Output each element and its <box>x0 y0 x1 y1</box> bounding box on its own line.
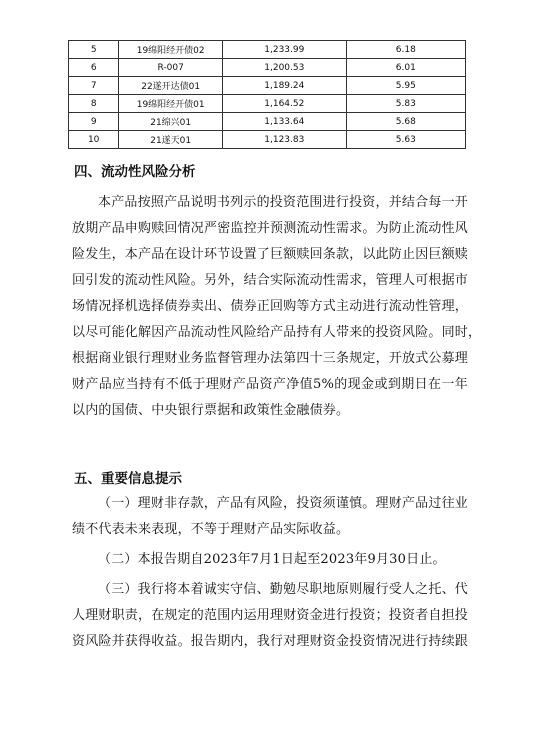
market-value-cell: 1,133.64 <box>222 113 346 131</box>
security-name-cell: R-007 <box>119 59 223 77</box>
section-heading-important-info: 五、重要信息提示 <box>74 471 182 487</box>
security-name-cell: 19绵阳经开债01 <box>119 95 223 113</box>
paragraph-line: 放期产品申购赎回情况严密监控并预测流动性需求。为防止流动性风 <box>72 221 469 236</box>
important-info-paragraph-2 <box>72 547 468 573</box>
paragraph-line: 财产品应当持有不低于理财产品资产净值5%的现金或到期日在一年 <box>72 377 468 392</box>
rank-cell: 10 <box>69 131 119 149</box>
holdings-table <box>68 40 466 149</box>
security-name-cell: 21遂天01 <box>119 131 223 149</box>
market-value-cell: 1,164.52 <box>222 95 346 113</box>
paragraph-line: 险发生，本产品在设计环节设置了巨额赎回条款，以此防止因巨额赎 <box>72 247 469 262</box>
market-value-cell: 1,123.83 <box>222 131 346 149</box>
ratio-cell: 5.63 <box>346 131 465 149</box>
important-info-paragraph-3 <box>72 577 468 655</box>
security-name-cell: 19绵阳经开债02 <box>119 41 223 59</box>
paragraph-line: 人理财职责，在规定的范围内运用理财资金进行投资；投资者自担投 <box>72 608 469 623</box>
table-row <box>69 77 466 95</box>
ratio-cell: 5.83 <box>346 95 465 113</box>
ratio-cell: 6.01 <box>346 59 465 77</box>
paragraph-line: （一）理财非存款，产品有风险，投资须谨慎。理财产品过往业 <box>98 496 468 511</box>
liquidity-risk-paragraph <box>72 190 482 424</box>
ratio-cell: 5.68 <box>346 113 465 131</box>
rank-cell: 5 <box>69 41 119 59</box>
table-row <box>69 113 466 131</box>
security-name-cell: 21绵兴01 <box>119 113 223 131</box>
table-row <box>69 131 466 149</box>
rank-cell: 6 <box>69 59 119 77</box>
paragraph-line: 以尽可能化解因产品流动性风险给产品持有人带来的投资风险。同时， <box>72 325 482 340</box>
paragraph-line: 资风险并获得收益。报告期内，我行对理财资金投资情况进行持续跟 <box>72 634 469 649</box>
rank-cell: 8 <box>69 95 119 113</box>
paragraph-line: 绩不代表未来表现，不等于理财产品实际收益。 <box>72 522 350 537</box>
ratio-cell: 5.95 <box>346 77 465 95</box>
ratio-cell: 6.18 <box>346 41 465 59</box>
table-row <box>69 59 466 77</box>
table-row <box>69 41 466 59</box>
market-value-cell: 1,189.24 <box>222 77 346 95</box>
table-row <box>69 95 466 113</box>
market-value-cell: 1,233.99 <box>222 41 346 59</box>
security-name-cell: 22遂开达债01 <box>119 77 223 95</box>
rank-cell: 9 <box>69 113 119 131</box>
market-value-cell: 1,200.53 <box>222 59 346 77</box>
section-heading-liquidity-risk: 四、流动性风险分析 <box>74 164 196 180</box>
important-info-paragraph-1 <box>72 491 468 543</box>
paragraph-line: 本产品按照产品说明书列示的投资范围进行投资，并结合每一开 <box>98 195 468 210</box>
paragraph-line: 回引发的流动性风险。另外，结合实际流动性需求，管理人可根据市 <box>72 273 469 288</box>
paragraph-line: 场情况择机选择债券卖出、债券正回购等方式主动进行流动性管理， <box>72 299 469 314</box>
paragraph-line: （二）本报告期自2023年7月1日起至2023年9月30日止。 <box>98 552 446 567</box>
paragraph-line: 根据商业银行理财业务监督管理办法第四十三条规定，开放式公募理 <box>72 351 469 366</box>
paragraph-line: （三）我行将本着诚实守信、勤勉尽职地原则履行受人之托、代 <box>98 582 468 597</box>
rank-cell: 7 <box>69 77 119 95</box>
paragraph-line: 以内的国债、中央银行票据和政策性金融债券。 <box>72 403 350 418</box>
